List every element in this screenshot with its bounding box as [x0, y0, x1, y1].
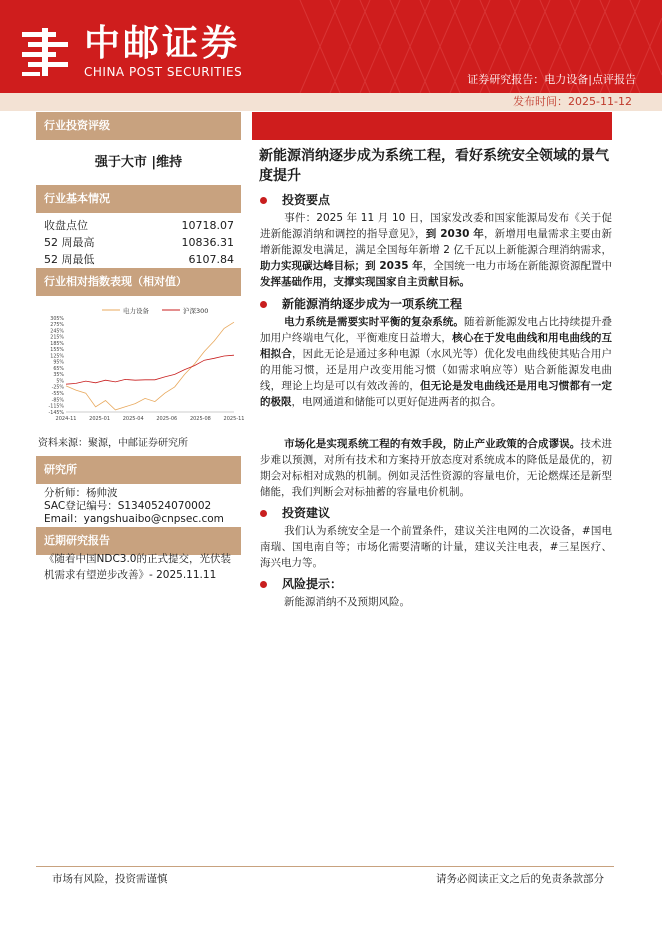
- y-tick-label: -55%: [51, 392, 64, 397]
- legend-label-hs300: 沪深300: [183, 307, 209, 315]
- report-type-tag: 证券研究报告：电力设备|点评报告: [467, 73, 636, 86]
- x-tick-label: 2025-11: [223, 416, 245, 422]
- stat-label: 52 周最低: [44, 253, 95, 266]
- china-post-logo-icon: [18, 24, 73, 79]
- footer-disclaimer-note: 请务必阅读正文之后的免责条款部分: [436, 873, 604, 885]
- y-tick-label: 125%: [50, 354, 64, 360]
- publish-date: 发布时间：2025-11-12: [513, 95, 632, 108]
- x-tick-label: 2025-01: [89, 416, 111, 422]
- y-tick-label: 35%: [53, 373, 64, 379]
- brand-name: 中邮证券: [84, 23, 241, 64]
- stat-label: 收盘点位: [44, 219, 88, 232]
- y-tick-label: -145%: [48, 410, 64, 416]
- brand-name-english: CHINA POST SECURITIES: [84, 65, 243, 79]
- section-system-engineering: [260, 296, 462, 312]
- section-head-performance: 行业相对指数表现（相对值）: [36, 268, 241, 296]
- stat-label: 52 周最高: [44, 236, 95, 249]
- paragraph-marketization: 市场化是实现系统工程的有效手段，防止产业政策的合成谬误。技术进步难以预测，对所有技术和方案持开放态度对系统成本的降低是最优的，初期会对标相对成熟的机制。例如灵活性资源的容量电价，无论燃煤还是新型储能，我们判断会对标抽蓄的容量电价机制。: [260, 438, 613, 498]
- y-tick-label: 245%: [50, 329, 64, 335]
- series-line-1: [66, 355, 234, 384]
- report-header: [0, 0, 662, 93]
- section-heading: 风险提示：: [282, 577, 343, 591]
- section-head-recent: 近期研究报告: [36, 527, 241, 555]
- paragraph-event: 事件：2025 年 11 月 10 日，国家发改委和国家能源局发布《关于促进新能源消纳和调控的指导意见》，到 2030 年，新增用电量需求主要由新增新能源发电满足，满足全国每年新增 2 亿千瓦以上新能源合理消纳需求，助力实现碳达峰目标；到 2035 年，全国统一电力市场在新能源资源配置中发挥基础作用，支撑实现国家自主贡献目标。: [260, 212, 613, 288]
- y-tick-label: 275%: [50, 323, 64, 329]
- footer-divider: [36, 866, 614, 867]
- legend-label-industry: 电力设备: [123, 307, 149, 315]
- report-title: 新能源消纳逐步成为系统工程，看好系统安全领域的景气度提升: [259, 148, 609, 184]
- stat-row: [44, 235, 234, 250]
- paragraph-risk: 新能源消纳不及预期风险。: [284, 596, 410, 608]
- stat-value: 10718.07: [181, 219, 234, 232]
- industry-rating: 强于大市 |维持: [94, 155, 183, 170]
- x-tick-label: 2025-06: [156, 416, 178, 422]
- paragraph-advice: 我们认为系统安全是一个前置条件，建议关注电网的二次设备，#国电南瑞、国电南自等；市场化需要清晰的计量，建议关注电表，#三星医疗、海兴电力等。: [260, 525, 612, 569]
- x-tick-label: 2025-08: [189, 416, 211, 422]
- section-heading: 投资建议: [282, 506, 331, 520]
- section-investment-advice: [260, 505, 330, 521]
- y-tick-label: -85%: [51, 398, 64, 404]
- bullet-icon: [260, 510, 267, 517]
- section-investment-points: [260, 192, 330, 208]
- bullet-icon: [260, 581, 267, 588]
- section-head-basics: 行业基本情况: [36, 185, 241, 213]
- analyst-name: 分析师：杨帅波: [44, 487, 118, 499]
- analyst-sac: SAC登记编号：S1340524070002: [44, 500, 212, 512]
- x-tick-label: 2024-11: [55, 416, 77, 422]
- relative-performance-chart: [36, 300, 245, 428]
- y-tick-label: 5%: [56, 379, 64, 385]
- bullet-icon: [260, 301, 267, 308]
- paragraph-power-system: 电力系统是需要实时平衡的复杂系统。随着新能源发电占比持续提升叠加用户终端电气化，平衡难度日益增大，核心在于发电曲线和用电曲线的互相拟合，因此无论是通过多种电源（水风光等）优化发电曲线使其贴合用户的用能习惯，还是用户改变用能习惯（如需求响应等）贴合新能源发电曲线，理论上均是可以有效改善的，但无论是发电曲线还是用电习惯都有一定的极限，电网通道和储能可以更好促进两者的拟合。: [260, 316, 613, 408]
- x-tick-label: 2025-04: [122, 416, 144, 422]
- stat-row: [44, 252, 234, 267]
- section-heading: 新能源消纳逐步成为一项系统工程: [282, 297, 463, 311]
- section-head-rating: 行业投资评级: [36, 112, 241, 140]
- bullet-icon: [260, 197, 267, 204]
- section-heading: 投资要点: [282, 193, 331, 207]
- section-risk-warning: [260, 576, 342, 592]
- y-tick-label: -25%: [51, 385, 64, 391]
- stat-value: 6107.84: [188, 253, 234, 266]
- stat-row: [44, 218, 234, 233]
- title-accent-bar: [252, 112, 612, 140]
- y-tick-label: 155%: [50, 348, 64, 354]
- recent-report-link[interactable]: 《随着中国NDC3.0的正式提交，光伏装机需求有望逆步改善》- 2025.11.11: [44, 553, 231, 581]
- y-tick-label: 215%: [50, 335, 64, 341]
- y-tick-label: 185%: [50, 341, 64, 347]
- stat-value: 10836.31: [181, 236, 234, 249]
- footer-risk-note: 市场有风险，投资需谨慎: [52, 873, 168, 885]
- section-head-research: 研究所: [36, 456, 241, 484]
- chart-source-note: 资料来源：聚源，中邮证券研究所: [38, 438, 188, 449]
- y-tick-label: 95%: [53, 360, 64, 366]
- analyst-email[interactable]: Email：yangshuaibo@cnpsec.com: [44, 513, 224, 525]
- y-tick-label: -115%: [48, 404, 64, 410]
- y-tick-label: 305%: [50, 316, 64, 322]
- y-tick-label: 65%: [53, 366, 64, 372]
- series-line-0: [66, 322, 234, 410]
